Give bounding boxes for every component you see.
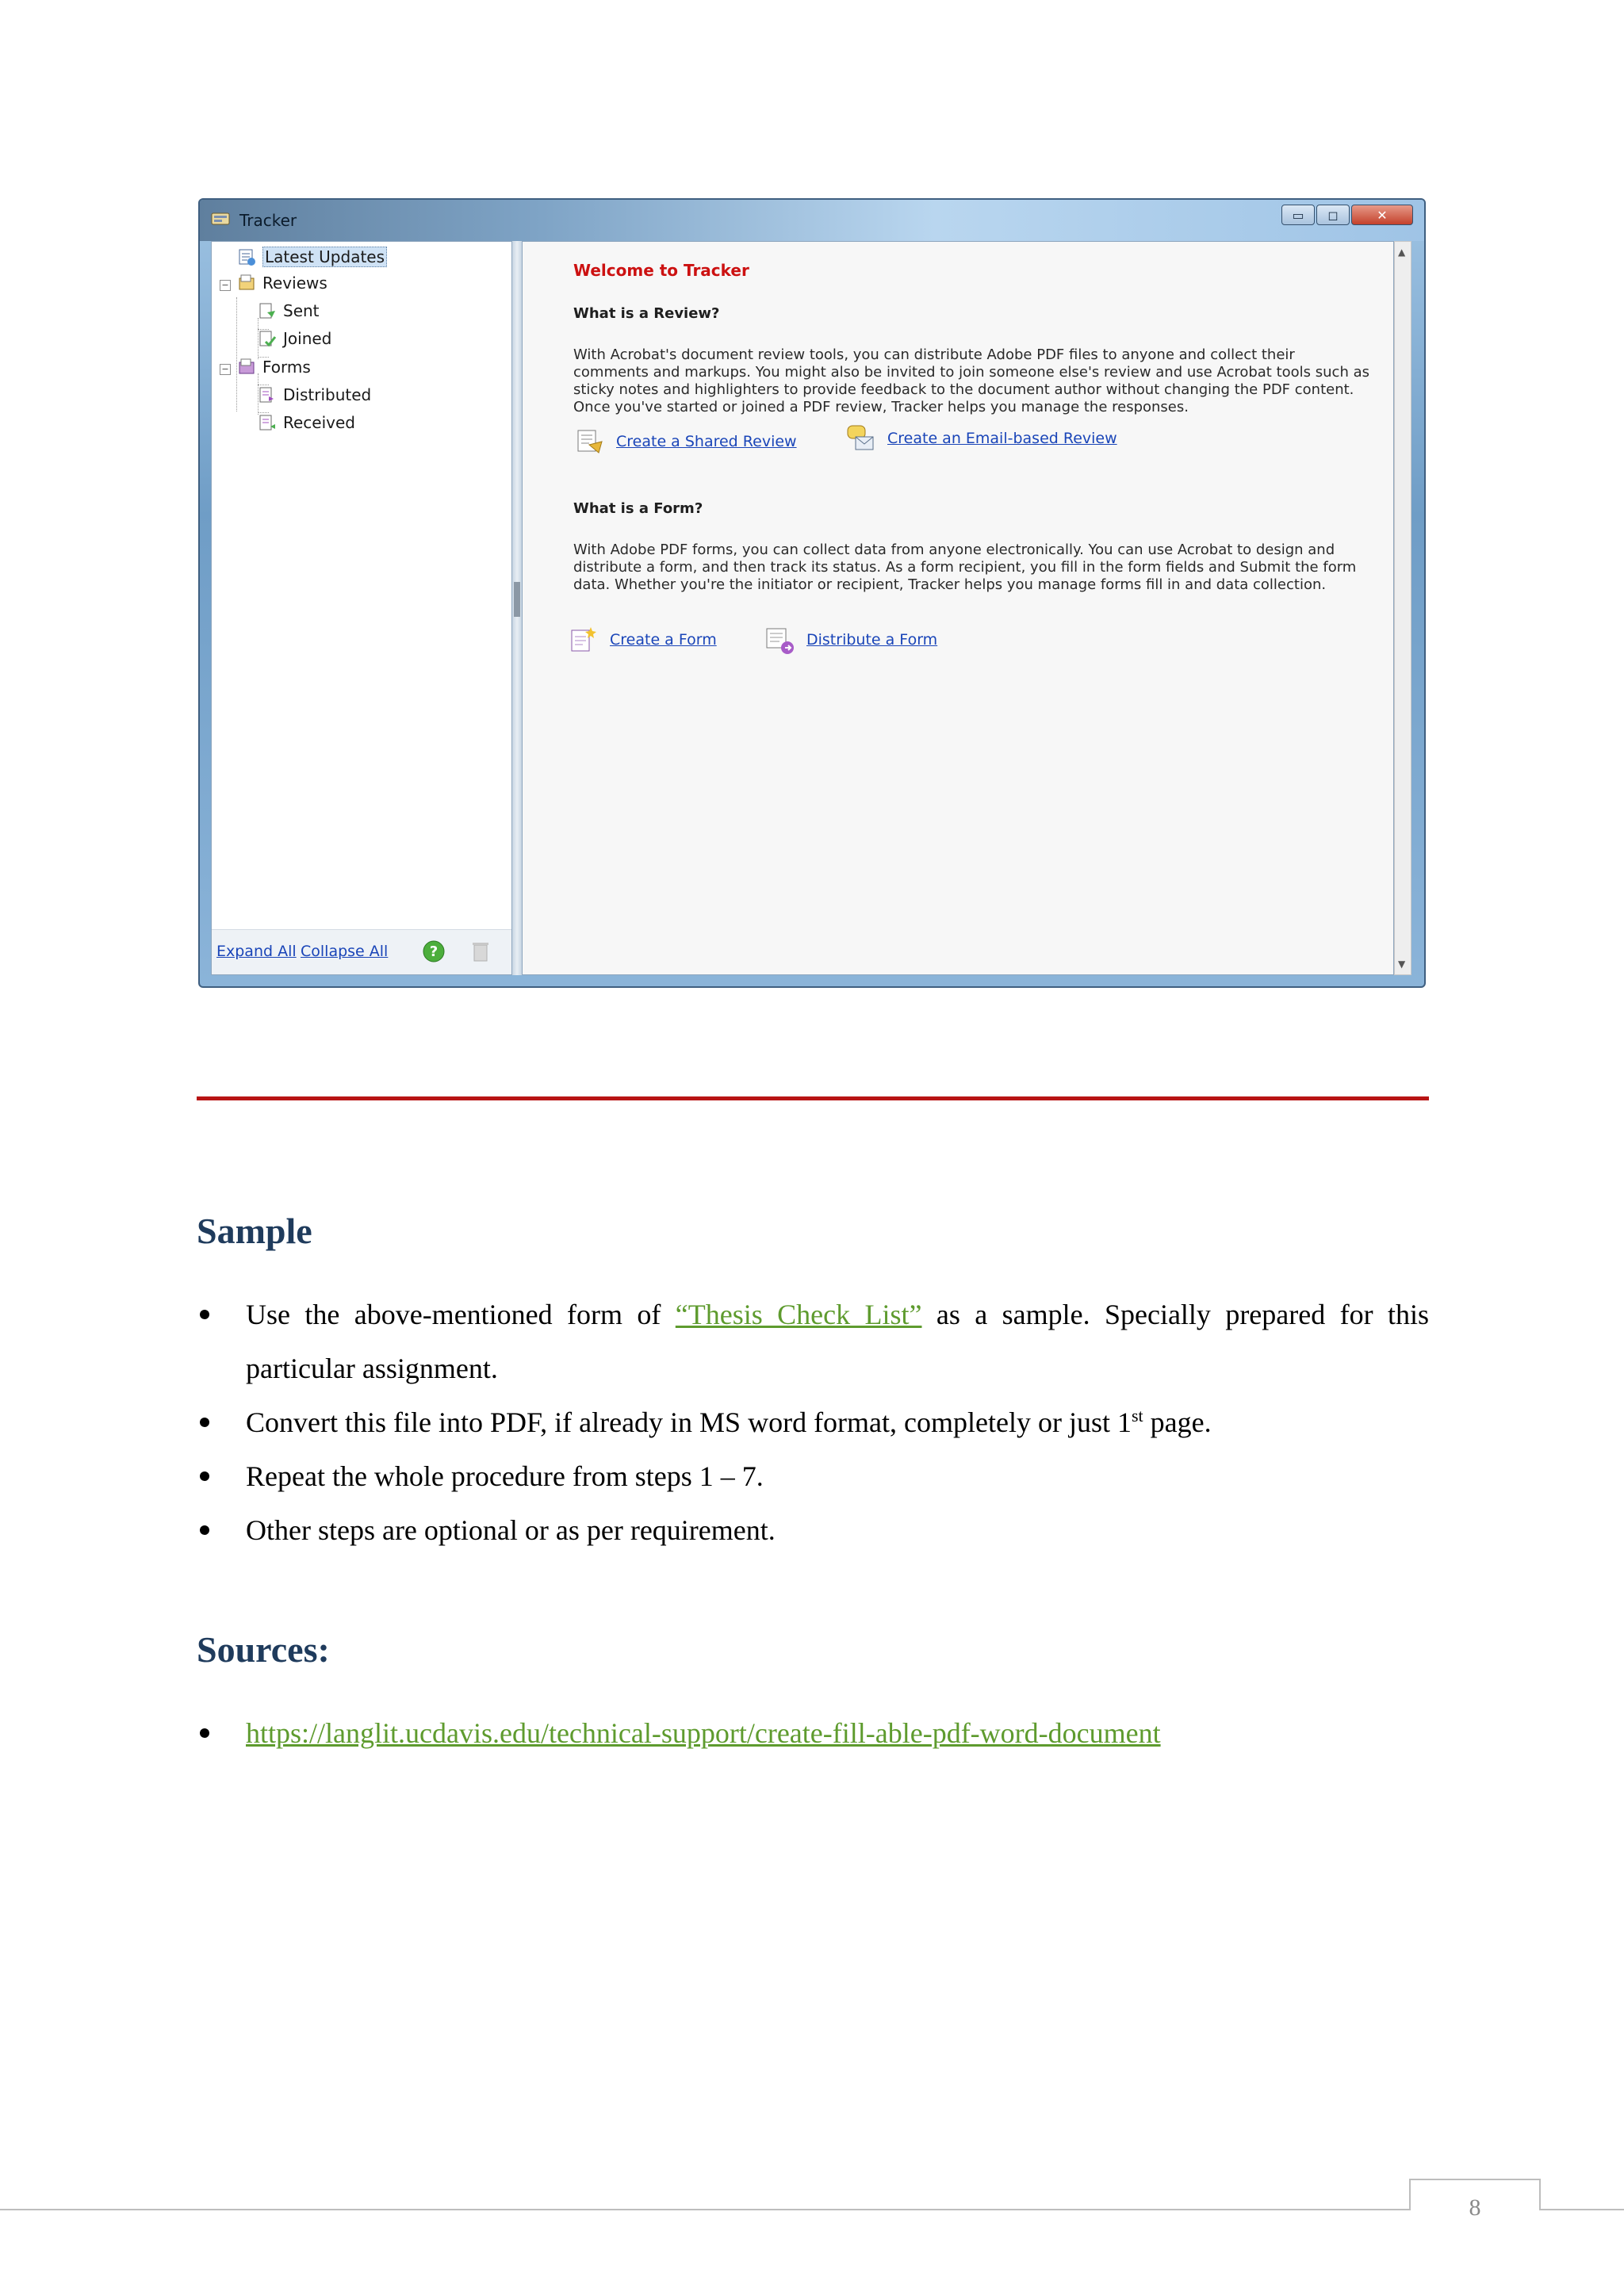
latest-updates-icon [237,247,256,266]
list-item [197,1395,1429,1449]
tracker-window [198,198,1426,988]
help-icon[interactable] [423,940,445,962]
tree-item-label: Received [283,413,355,432]
scroll-down-icon[interactable]: ▼ [1398,959,1406,970]
pane-splitter[interactable] [512,241,522,975]
bullet-icon [200,1728,209,1738]
close-button[interactable]: ✕ [1351,205,1413,225]
tree-item-label: Latest Updates [262,247,387,267]
list-item-text: Convert this file into PDF, if already in MS word format, completely or just 1 [246,1406,1132,1438]
joined-icon [258,329,277,348]
forms-icon [237,358,256,377]
scroll-up-icon[interactable]: ▲ [1398,247,1406,258]
page-number: 8 [1469,2195,1481,2221]
tree-item-distributed[interactable] [258,385,371,404]
window-title: Tracker [239,211,297,230]
create-form-link[interactable] [567,624,717,656]
forms-expander[interactable]: − [220,364,231,375]
window-titlebar[interactable] [200,200,1424,241]
create-shared-review-link[interactable] [573,426,797,457]
sources-list [197,1706,1429,1760]
tree-item-label: Distributed [283,385,372,404]
list-item-text: Other steps are optional or as per requirement. [246,1514,776,1546]
list-item-text: as a sample. Specially prepared for this particular assignment. [246,1299,1429,1384]
window-controls [1280,205,1413,225]
tree-item-received[interactable] [258,413,355,432]
list-item [197,1503,1429,1557]
tree-item-joined[interactable] [258,329,331,348]
restore-button[interactable]: ◻ [1316,205,1350,225]
list-item [197,1706,1429,1760]
content-scrollbar[interactable] [1394,241,1411,975]
create-form-icon [567,624,599,656]
tree-item-reviews[interactable] [237,274,327,293]
collapse-all-link[interactable]: Collapse All [301,943,389,960]
create-form-label: Create a Form [610,631,717,649]
distribute-form-link[interactable] [764,624,937,656]
sources-heading: Sources: [197,1629,330,1670]
create-email-review-link[interactable] [845,423,1117,454]
trash-icon[interactable] [472,940,489,962]
tree-item-latest-updates[interactable] [237,247,387,267]
received-icon [258,413,277,432]
bullet-icon [200,1525,209,1535]
ordinal-suffix: st [1131,1406,1143,1425]
sent-icon [258,301,277,320]
list-item [197,1449,1429,1503]
tree-item-label: Joined [283,329,332,348]
create-email-review-label: Create an Email-based Review [887,430,1117,447]
minimize-button[interactable]: ▭ [1281,205,1315,225]
list-item-text: Use the above-mentioned form of [246,1299,676,1330]
sample-list [197,1288,1429,1557]
review-description: With Acrobat's document review tools, you can distribute Adobe PDF files to anyone and collect their comments and markups. You might also be invited to join someone else's review and use Acrobat tools such as sticky notes and highlighters to provide feedback to the document author without changing the PDF content. Once you've started or joined a PDF review, Tracker helps you manage the responses. [573,346,1369,415]
welcome-title: Welcome to Tracker [573,261,749,280]
tree-item-sent[interactable] [258,301,320,320]
email-review-icon [845,423,876,454]
list-item-text: Repeat the whole procedure from steps 1 – 7. [246,1460,764,1492]
form-heading: What is a Form? [573,500,703,517]
source-link[interactable]: https://langlit.ucdavis.edu/technical-support/create-fill-able-pdf-word-document [246,1717,1161,1749]
tracker-app-icon [211,211,230,227]
tracker-content [522,241,1394,975]
form-description: With Adobe PDF forms, you can collect data from anyone electronically. You can use Acrobat to design and distribute a form, and then track its status. As a form recipient, you fill in the form fields and Submit the form data. Whether you're the initiator or recipient, Tracker helps you manage forms fill in and data collection. [573,541,1357,593]
expand-all-link[interactable]: Expand All [216,943,297,960]
list-item [197,1288,1429,1395]
reviews-icon [237,274,256,293]
reviews-expander[interactable]: − [220,280,231,291]
tree-item-label: Reviews [262,274,327,293]
tree-item-forms[interactable] [237,358,311,377]
splitter-grip[interactable] [514,582,520,617]
bullet-icon [200,1471,209,1481]
sample-heading: Sample [197,1211,312,1251]
shared-review-icon [573,426,605,457]
sidebar-footer [212,929,511,974]
list-item-text: page. [1143,1406,1212,1438]
tree-connector [236,297,237,411]
create-shared-review-label: Create a Shared Review [616,433,797,450]
review-heading: What is a Review? [573,305,720,322]
section-divider [197,1096,1429,1100]
svg-text:?: ? [429,943,439,960]
tree-item-label: Forms [262,358,311,377]
bullet-icon [200,1310,209,1319]
bullet-icon [200,1418,209,1427]
distribute-form-label: Distribute a Form [806,631,938,649]
distributed-icon [258,385,277,404]
tree-item-label: Sent [283,301,320,320]
distribute-form-icon [764,624,795,656]
footer-rule [0,2209,1624,2210]
thesis-check-list-link[interactable]: “Thesis Check List” [675,1299,922,1330]
tracker-sidebar [211,241,512,975]
